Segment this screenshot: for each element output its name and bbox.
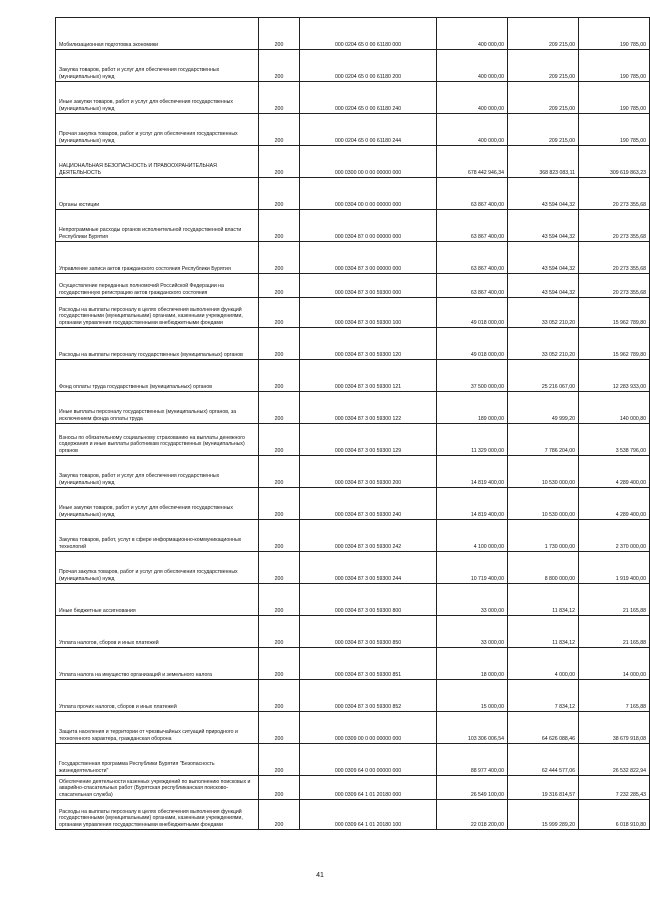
- row-remaining: 4 289 400,00: [579, 456, 650, 488]
- page-number: 41: [316, 872, 324, 879]
- row-name: Взносы по обязательному социальному страхованию на выплаты денежного содержания и иные выплаты работникам государственных (муниципальных) органов: [56, 424, 259, 456]
- row-kbk: 000 0309 64 1 01 20180 000: [300, 776, 437, 800]
- table-row: [56, 210, 650, 242]
- table-row: [56, 274, 650, 298]
- table-row: [56, 360, 650, 392]
- row-kbk: 000 0304 87 3 00 59300 120: [300, 328, 437, 360]
- row-kbk: 000 0304 87 3 00 59300 240: [300, 488, 437, 520]
- row-executed: 43 594 044,32: [508, 178, 579, 210]
- row-name: Обеспечение деятельности казенных учреждений по выполнению поисковых и аварийно-спасательных работ (Бурятская республиканская поисково-спасательная служба): [56, 776, 259, 800]
- row-code: 200: [259, 800, 300, 830]
- row-remaining: 2 370 000,00: [579, 520, 650, 552]
- row-approved: 33 000,00: [437, 584, 508, 616]
- row-name: Защита населения и территории от чрезвычайных ситуаций природного и техногенного характера, гражданская оборона: [56, 712, 259, 744]
- row-approved: 63 867 400,00: [437, 242, 508, 274]
- row-code: 200: [259, 488, 300, 520]
- row-approved: 18 000,00: [437, 648, 508, 680]
- row-code: 200: [259, 456, 300, 488]
- row-approved: 4 100 000,00: [437, 520, 508, 552]
- row-name: Органы юстиции: [56, 178, 259, 210]
- table-row: [56, 392, 650, 424]
- row-kbk: 000 0304 00 0 00 00000 000: [300, 178, 437, 210]
- row-remaining: 190 785,00: [579, 114, 650, 146]
- table-row: [56, 744, 650, 776]
- row-code: 200: [259, 392, 300, 424]
- row-code: 200: [259, 424, 300, 456]
- table-row: [56, 616, 650, 648]
- row-name: НАЦИОНАЛЬНАЯ БЕЗОПАСНОСТЬ И ПРАВООХРАНИТЕЛЬНАЯ ДЕЯТЕЛЬНОСТЬ: [56, 146, 259, 178]
- table-row: [56, 18, 650, 50]
- row-kbk: 000 0304 87 3 00 00000 000: [300, 242, 437, 274]
- row-kbk: 000 0304 87 3 00 59300 800: [300, 584, 437, 616]
- row-remaining: 14 000,00: [579, 648, 650, 680]
- row-name: Закупка товаров, работ и услуг для обеспечения государственных (муниципальных) нужд: [56, 50, 259, 82]
- row-remaining: 140 000,80: [579, 392, 650, 424]
- row-remaining: 26 532 822,94: [579, 744, 650, 776]
- row-code: 200: [259, 210, 300, 242]
- row-remaining: 20 273 355,68: [579, 242, 650, 274]
- table-row: [56, 776, 650, 800]
- row-executed: 49 999,20: [508, 392, 579, 424]
- row-kbk: 000 0304 87 3 00 59300 850: [300, 616, 437, 648]
- row-executed: 33 052 210,20: [508, 328, 579, 360]
- row-kbk: 000 0304 87 3 00 59300 200: [300, 456, 437, 488]
- row-name: Расходы на выплаты персоналу в целях обеспечения выполнения функций государственными (муниципальными) органами, казенными учреждениями, органами управления государственными внебюджетными фондами: [56, 800, 259, 830]
- row-name: Государственная программа Республики Бурятия "Безопасность жизнедеятельности": [56, 744, 259, 776]
- row-code: 200: [259, 712, 300, 744]
- row-remaining: 12 283 933,00: [579, 360, 650, 392]
- row-executed: 7 786 204,00: [508, 424, 579, 456]
- row-name: Расходы на выплаты персоналу в целях обеспечения выполнения функций государственными (муниципальными) органами, казенными учреждениями, органами управления государственными внебюджетными фондами: [56, 298, 259, 328]
- row-remaining: 7 232 285,43: [579, 776, 650, 800]
- row-approved: 400 000,00: [437, 114, 508, 146]
- budget-table: [55, 17, 650, 830]
- table-row: [56, 178, 650, 210]
- row-code: 200: [259, 82, 300, 114]
- table-row: [56, 146, 650, 178]
- row-name: Иные закупки товаров, работ и услуг для обеспечения государственных (муниципальных) нужд: [56, 82, 259, 114]
- row-remaining: 309 619 863,23: [579, 146, 650, 178]
- row-executed: 209 215,00: [508, 114, 579, 146]
- row-approved: 103 306 006,54: [437, 712, 508, 744]
- row-code: 200: [259, 616, 300, 648]
- table-row: [56, 520, 650, 552]
- row-remaining: 20 273 355,68: [579, 274, 650, 298]
- row-approved: 49 018 000,00: [437, 298, 508, 328]
- table-row: [56, 680, 650, 712]
- row-code: 200: [259, 680, 300, 712]
- row-executed: 43 594 044,32: [508, 210, 579, 242]
- row-name: Закупка товаров, работ и услуг для обеспечения государственных (муниципальных) нужд: [56, 456, 259, 488]
- row-remaining: 190 785,00: [579, 50, 650, 82]
- row-name: Уплата налога на имущество организаций и земельного налога: [56, 648, 259, 680]
- table-row: [56, 242, 650, 274]
- row-name: Иные закупки товаров, работ и услуг для обеспечения государственных (муниципальных) нужд: [56, 488, 259, 520]
- row-code: 200: [259, 744, 300, 776]
- row-remaining: 1 919 400,00: [579, 552, 650, 584]
- row-remaining: 21 165,88: [579, 584, 650, 616]
- row-approved: 189 000,00: [437, 392, 508, 424]
- row-name: Осуществление переданных полномочий Российской Федерации на государственную регистрацию актов гражданского состояния: [56, 274, 259, 298]
- row-kbk: 000 0309 00 0 00 00000 000: [300, 712, 437, 744]
- row-executed: 64 626 088,46: [508, 712, 579, 744]
- row-kbk: 000 0204 65 0 00 61180 240: [300, 82, 437, 114]
- row-code: 200: [259, 50, 300, 82]
- row-remaining: 190 785,00: [579, 82, 650, 114]
- row-name: Расходы на выплаты персоналу государственных (муниципальных) органов: [56, 328, 259, 360]
- row-approved: 33 000,00: [437, 616, 508, 648]
- row-approved: 14 819 400,00: [437, 488, 508, 520]
- row-remaining: 6 018 910,80: [579, 800, 650, 830]
- row-executed: 25 216 067,00: [508, 360, 579, 392]
- row-approved: 14 819 400,00: [437, 456, 508, 488]
- row-executed: 7 834,12: [508, 680, 579, 712]
- row-approved: 678 442 946,34: [437, 146, 508, 178]
- row-kbk: 000 0204 65 0 00 61180 200: [300, 50, 437, 82]
- row-code: 200: [259, 274, 300, 298]
- row-approved: 63 867 400,00: [437, 178, 508, 210]
- row-executed: 10 530 000,00: [508, 456, 579, 488]
- row-kbk: 000 0309 64 0 00 00000 000: [300, 744, 437, 776]
- row-approved: 10 719 400,00: [437, 552, 508, 584]
- row-code: 200: [259, 146, 300, 178]
- row-executed: 10 530 000,00: [508, 488, 579, 520]
- row-name: Управление записи актов гражданского состояния Республики Бурятия: [56, 242, 259, 274]
- row-kbk: 000 0304 87 3 00 59300 242: [300, 520, 437, 552]
- table-row: [56, 712, 650, 744]
- row-executed: 209 215,00: [508, 18, 579, 50]
- row-name: Закупка товаров, работ, услуг в сфере информационно-коммуникационных технологий: [56, 520, 259, 552]
- row-approved: 88 977 400,00: [437, 744, 508, 776]
- row-approved: 49 018 000,00: [437, 328, 508, 360]
- row-kbk: 000 0304 87 3 00 59300 121: [300, 360, 437, 392]
- row-code: 200: [259, 328, 300, 360]
- row-code: 200: [259, 18, 300, 50]
- row-executed: 1 730 000,00: [508, 520, 579, 552]
- row-executed: 4 000,00: [508, 648, 579, 680]
- row-remaining: 190 785,00: [579, 18, 650, 50]
- row-executed: 43 594 044,32: [508, 242, 579, 274]
- row-remaining: 7 165,88: [579, 680, 650, 712]
- row-remaining: 21 165,88: [579, 616, 650, 648]
- row-code: 200: [259, 552, 300, 584]
- row-code: 200: [259, 648, 300, 680]
- row-name: Иные выплаты персоналу государственных (муниципальных) органов, за исключением фонда оплаты труда: [56, 392, 259, 424]
- row-remaining: 38 679 918,08: [579, 712, 650, 744]
- row-code: 200: [259, 114, 300, 146]
- row-executed: 368 823 083,11: [508, 146, 579, 178]
- row-kbk: 000 0204 65 0 00 61180 244: [300, 114, 437, 146]
- table-row: [56, 114, 650, 146]
- table-row: [56, 298, 650, 328]
- row-code: 200: [259, 242, 300, 274]
- budget-table-container: [55, 17, 646, 830]
- row-remaining: 3 538 796,00: [579, 424, 650, 456]
- table-row: [56, 50, 650, 82]
- row-approved: 37 500 000,00: [437, 360, 508, 392]
- row-kbk: 000 0304 87 3 00 59300 851: [300, 648, 437, 680]
- row-code: 200: [259, 298, 300, 328]
- row-executed: 8 800 000,00: [508, 552, 579, 584]
- row-code: 200: [259, 520, 300, 552]
- table-row: [56, 456, 650, 488]
- table-row: [56, 424, 650, 456]
- table-row: [56, 584, 650, 616]
- row-name: Фонд оплаты труда государственных (муниципальных) органов: [56, 360, 259, 392]
- row-approved: 22 018 200,00: [437, 800, 508, 830]
- row-executed: 209 215,00: [508, 82, 579, 114]
- row-remaining: 20 273 355,68: [579, 210, 650, 242]
- row-approved: 26 549 100,00: [437, 776, 508, 800]
- row-executed: 209 215,00: [508, 50, 579, 82]
- row-kbk: 000 0304 87 3 00 59300 122: [300, 392, 437, 424]
- table-row: [56, 328, 650, 360]
- row-approved: 400 000,00: [437, 50, 508, 82]
- row-approved: 15 000,00: [437, 680, 508, 712]
- row-kbk: 000 0304 87 0 00 00000 000: [300, 210, 437, 242]
- row-kbk: 000 0304 87 3 00 59300 100: [300, 298, 437, 328]
- row-executed: 11 834,12: [508, 584, 579, 616]
- row-kbk: 000 0304 87 3 00 59300 852: [300, 680, 437, 712]
- row-approved: 63 867 400,00: [437, 274, 508, 298]
- row-executed: 19 316 814,57: [508, 776, 579, 800]
- row-name: Прочая закупка товаров, работ и услуг для обеспечения государственных (муниципальных) нужд: [56, 114, 259, 146]
- row-remaining: 4 289 400,00: [579, 488, 650, 520]
- row-name: Иные бюджетные ассигнования: [56, 584, 259, 616]
- row-kbk: 000 0304 87 3 00 59300 129: [300, 424, 437, 456]
- row-name: Непрограммные расходы органов исполнительной государственной власти Республики Бурятия: [56, 210, 259, 242]
- row-approved: 400 000,00: [437, 18, 508, 50]
- row-executed: 62 444 577,06: [508, 744, 579, 776]
- row-kbk: 000 0304 87 3 00 59300 244: [300, 552, 437, 584]
- table-row: [56, 488, 650, 520]
- row-executed: 33 052 210,20: [508, 298, 579, 328]
- row-name: Уплата прочих налогов, сборов и иных платежей: [56, 680, 259, 712]
- row-executed: 15 999 289,20: [508, 800, 579, 830]
- row-code: 200: [259, 776, 300, 800]
- row-name: Уплата налогов, сборов и иных платежей: [56, 616, 259, 648]
- table-row: [56, 648, 650, 680]
- row-approved: 63 867 400,00: [437, 210, 508, 242]
- table-row: [56, 82, 650, 114]
- row-approved: 11 329 000,00: [437, 424, 508, 456]
- row-remaining: 15 962 789,80: [579, 328, 650, 360]
- row-name: Мобилизационная подготовка экономики: [56, 18, 259, 50]
- row-name: Прочая закупка товаров, работ и услуг для обеспечения государственных (муниципальных) нужд: [56, 552, 259, 584]
- row-code: 200: [259, 360, 300, 392]
- row-remaining: 20 273 355,68: [579, 178, 650, 210]
- row-kbk: 000 0300 00 0 00 00000 000: [300, 146, 437, 178]
- row-code: 200: [259, 584, 300, 616]
- row-kbk: 000 0204 65 0 00 61180 000: [300, 18, 437, 50]
- row-remaining: 15 962 789,80: [579, 298, 650, 328]
- row-approved: 400 000,00: [437, 82, 508, 114]
- row-executed: 43 594 044,32: [508, 274, 579, 298]
- row-executed: 11 834,12: [508, 616, 579, 648]
- row-code: 200: [259, 178, 300, 210]
- row-kbk: 000 0309 64 1 01 20180 100: [300, 800, 437, 830]
- table-row: [56, 800, 650, 830]
- table-row: [56, 552, 650, 584]
- row-kbk: 000 0304 87 3 00 59300 000: [300, 274, 437, 298]
